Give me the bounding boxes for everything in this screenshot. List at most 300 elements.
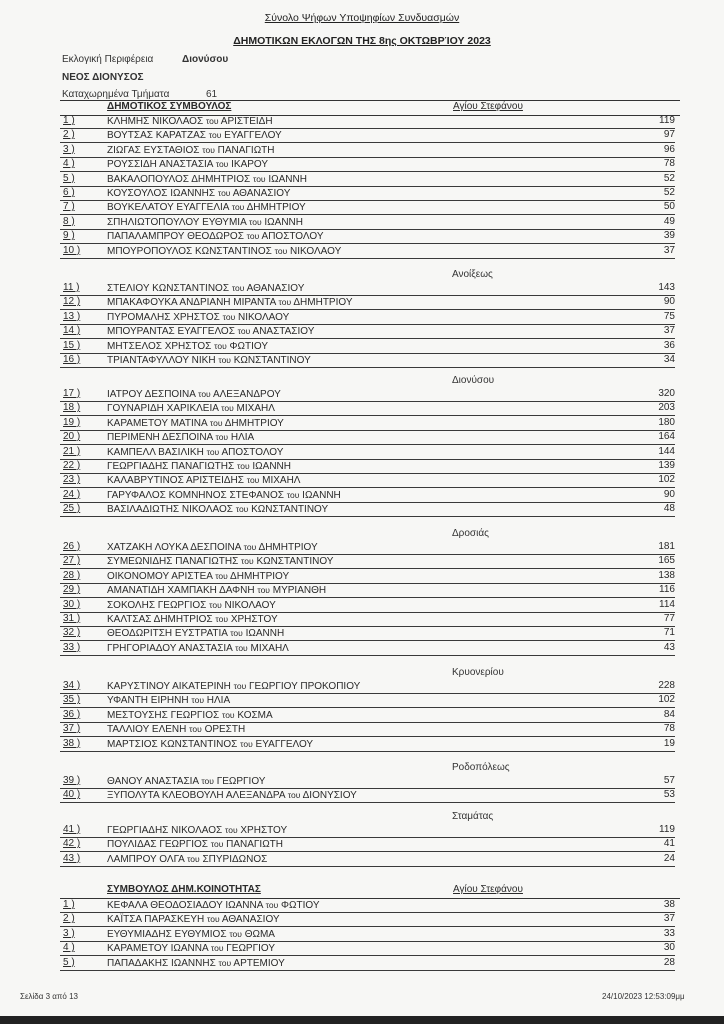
candidate-name bbox=[107, 852, 267, 867]
vote-count: 143 bbox=[658, 282, 675, 293]
row-number: 4 ) bbox=[63, 158, 75, 170]
connector-word: του bbox=[187, 853, 200, 864]
father-name: ΙΩΑΝΝΗ bbox=[264, 216, 303, 228]
candidate-surname: ΜΕΣΤΟΥΣΗΣ ΓΕΩΡΓΙΟΣ bbox=[107, 709, 220, 721]
print-datetime: 24/10/2023 12:53:09μμ bbox=[602, 992, 685, 1001]
candidate-surname: ΠΟΥΛΙΔΑΣ ΓΕΩΡΓΙΟΣ bbox=[107, 839, 208, 851]
vote-count: 180 bbox=[658, 416, 675, 428]
connector-word: του bbox=[207, 914, 220, 925]
candidate-surname: ΜΗΤΣΕΛΟΣ ΧΡΗΣΤΟΣ bbox=[107, 340, 212, 352]
table-row bbox=[60, 774, 675, 789]
vote-count: 116 bbox=[659, 584, 675, 596]
table-row bbox=[60, 200, 675, 215]
table-row bbox=[60, 488, 675, 503]
candidate-surname: ΚΑΜΠΕΛΛ ΒΑΣΙΛΙΚΗ bbox=[107, 446, 204, 458]
candidate-name bbox=[107, 473, 300, 488]
connector-word: του bbox=[210, 839, 224, 850]
vote-count: 34 bbox=[663, 354, 675, 365]
row-number: 41 ) bbox=[63, 824, 81, 835]
candidate-surname: ΤΡΙΑΝΤΑΦΥΛΛΟΥ ΝΙΚΗ bbox=[107, 355, 216, 366]
father-name: ΙΩΑΝΝΗ bbox=[268, 173, 307, 185]
row-number: 39 ) bbox=[63, 775, 81, 786]
row-number: 17 ) bbox=[63, 388, 81, 399]
candidate-name bbox=[107, 693, 230, 708]
table-row bbox=[60, 898, 675, 913]
vote-count: 97 bbox=[663, 129, 675, 141]
table-row bbox=[60, 339, 675, 354]
candidate-name bbox=[107, 401, 275, 416]
candidate-name bbox=[107, 941, 275, 956]
row-number: 12 ) bbox=[63, 296, 81, 308]
vote-count: 114 bbox=[659, 598, 675, 610]
row-number: 38 ) bbox=[63, 737, 81, 749]
area-name: Σταμάτας bbox=[452, 811, 494, 822]
connector-word: του bbox=[205, 116, 219, 126]
table-row bbox=[60, 502, 675, 517]
vote-count: 144 bbox=[658, 445, 675, 457]
father-name: ΚΩΝΣΤΑΝΤΙΝΟΥ bbox=[251, 504, 329, 516]
row-number: 15 ) bbox=[63, 339, 81, 351]
candidate-surname: ΒΑΚΑΛΟΠΟΥΛΟΣ ΔΗΜΗΤΡΙΟΣ bbox=[107, 173, 251, 185]
candidate-surname: ΣΥΜΕΩΝΙΔΗΣ ΠΑΝΑΓΙΩΤΗΣ bbox=[107, 556, 239, 568]
candidate-name bbox=[107, 229, 324, 244]
area-name: Αγίου Στεφάνου bbox=[453, 884, 523, 895]
row-number: 34 ) bbox=[63, 680, 81, 691]
candidate-surname: ΑΜΑΝΑΤΙΔΗ ΧΑΜΠΑΚΗ ΔΑΦΝΗ bbox=[107, 585, 255, 597]
vote-count: 102 bbox=[658, 694, 675, 706]
table-row bbox=[60, 788, 675, 803]
candidate-name bbox=[107, 641, 289, 656]
candidate-surname: ΞΥΠΟΛΥΤΑ ΚΛΕΟΒΟΥΛΗ ΑΛΕΞΑΝΔΡΑ bbox=[107, 790, 285, 802]
candidate-surname: ΣΟΚΟΛΗΣ ΓΕΩΡΓΙΟΣ bbox=[107, 599, 207, 611]
candidate-name bbox=[107, 583, 326, 598]
father-name: ΓΕΩΡΓΙΟΥ bbox=[226, 943, 276, 955]
candidate-surname: ΜΑΡΤΣΙΟΣ ΚΩΝΣΤΑΝΤΙΝΟΣ bbox=[107, 738, 238, 750]
area-name: Ανοίξεως bbox=[452, 269, 493, 280]
connector-word: του bbox=[274, 245, 288, 256]
father-name: ΚΟΣΜΑ bbox=[237, 709, 273, 721]
table-row bbox=[60, 956, 675, 971]
father-name: ΑΘΑΝΑΣΙΟΥ bbox=[221, 914, 280, 926]
candidate-name bbox=[107, 774, 265, 789]
row-number: 36 ) bbox=[63, 708, 81, 720]
candidate-name bbox=[107, 128, 282, 143]
candidate-surname: ΠΥΡΟΜΑΛΗΣ ΧΡΗΣΤΟΣ bbox=[107, 311, 220, 323]
candidate-name bbox=[107, 281, 304, 296]
row-number: 16 ) bbox=[63, 354, 81, 365]
sections-label: Καταχωρημένα Τμήματα bbox=[62, 89, 170, 100]
vote-count: 96 bbox=[663, 143, 675, 155]
father-name: ΜΙΧΑΗΛ bbox=[262, 475, 301, 487]
row-number: 2 ) bbox=[63, 913, 75, 925]
connector-word: του bbox=[191, 695, 204, 706]
connector-word: του bbox=[201, 776, 214, 786]
row-number: 9 ) bbox=[63, 230, 75, 242]
connector-word: του bbox=[222, 311, 236, 322]
table-row bbox=[60, 626, 675, 641]
table-row bbox=[60, 324, 675, 339]
candidate-name bbox=[107, 823, 287, 838]
table-row bbox=[60, 281, 675, 296]
row-number: 4 ) bbox=[63, 942, 75, 954]
table-row bbox=[60, 186, 675, 201]
table-row bbox=[60, 143, 675, 158]
area-name: Κρυονερίου bbox=[452, 667, 504, 678]
father-name: ΘΩΜΑ bbox=[244, 928, 275, 940]
candidate-name bbox=[107, 912, 280, 927]
father-name: ΗΛΙΑ bbox=[230, 432, 255, 444]
vote-count: 90 bbox=[663, 488, 675, 500]
table-row bbox=[60, 708, 675, 723]
vote-count: 37 bbox=[663, 325, 675, 337]
table-row bbox=[60, 612, 675, 627]
row-number: 33 ) bbox=[63, 641, 81, 653]
father-name: ΝΙΚΟΛΑΟΥ bbox=[290, 245, 342, 257]
connector-word: του bbox=[218, 355, 231, 365]
candidate-surname: ΚΑΡΑΜΕΤΟΥ ΙΩΑΝΝΑ bbox=[107, 943, 209, 955]
connector-word: του bbox=[241, 556, 254, 567]
father-name: ΙΚΑΡΟΥ bbox=[231, 159, 269, 171]
row-number: 40 ) bbox=[63, 789, 81, 801]
connector-word: του bbox=[231, 283, 245, 293]
row-number: 31 ) bbox=[63, 613, 81, 624]
connector-word: του bbox=[215, 614, 229, 624]
table-row bbox=[60, 416, 675, 431]
row-number: 29 ) bbox=[63, 584, 81, 596]
father-name: ΟΡΕΣΤΗ bbox=[204, 724, 246, 736]
area-name: Διονύσου bbox=[452, 375, 495, 386]
candidate-surname: ΘΕΟΔΩΡΙΤΣΗ ΕΥΣΤΡΑΤΙΑ bbox=[107, 628, 228, 640]
candidate-name bbox=[107, 788, 357, 803]
father-name: ΔΙΟΝΥΣΙΟΥ bbox=[302, 790, 357, 802]
candidate-surname: ΣΠΗΛΙΩΤΟΠΟΥΛΟΥ ΕΥΘΥΜΙΑ bbox=[107, 216, 247, 228]
section-heading: ΔΗΜΟΤΙΚΟΣ ΣΥΜΒΟΥΛΟΣ bbox=[107, 101, 232, 112]
vote-count: 37 bbox=[663, 913, 675, 925]
candidate-surname: ΓΡΗΓΟΡΙΑΔΟΥ ΑΝΑΣΤΑΣΙΑ bbox=[107, 642, 233, 654]
connector-word: του bbox=[257, 585, 270, 596]
vote-count: 84 bbox=[663, 708, 675, 720]
vote-count: 19 bbox=[663, 737, 675, 749]
candidate-name bbox=[107, 186, 290, 201]
father-name: ΝΙΚΟΛΑΟΥ bbox=[238, 311, 290, 323]
connector-word: του bbox=[215, 570, 228, 581]
candidate-surname: ΠΑΠΑΔΑΚΗΣ ΙΩΑΝΝΗΣ bbox=[107, 957, 216, 969]
father-name: ΙΩΑΝΝΗ bbox=[252, 461, 291, 472]
connector-word: του bbox=[218, 957, 232, 968]
father-name: ΜΙΧΑΗΛ bbox=[250, 642, 289, 654]
candidate-surname: ΓΑΡΥΦΑΛΟΣ ΚΟΜΝΗΝΟΣ ΣΤΕΦΑΝΟΣ bbox=[107, 489, 284, 501]
table-row bbox=[60, 459, 675, 474]
candidate-surname: ΓΕΩΡΓΙΑΔΗΣ ΝΙΚΟΛΑΟΣ bbox=[107, 825, 223, 836]
table-row bbox=[60, 353, 675, 368]
candidate-name bbox=[107, 554, 333, 569]
father-name: ΙΩΑΝΝΗ bbox=[245, 628, 285, 640]
candidate-surname: ΜΠΟΥΡΟΠΟΥΛΟΣ ΚΩΝΣΤΑΝΤΙΝΟΣ bbox=[107, 245, 272, 257]
document-subtitle: ΔΗΜΟΤΙΚΩΝ ΕΚΛΟΓΩΝ ΤΗΣ 8ης ΟΚΤΩΒΡΊΟΥ 2023 bbox=[233, 35, 491, 47]
section-heading: ΣΥΜΒΟΥΛΟΣ ΔΗΜ.ΚΟΙΝΟΤΗΤΑΣ bbox=[107, 884, 261, 895]
table-row bbox=[60, 172, 675, 187]
father-name: ΔΗΜΗΤΡΙΟΥ bbox=[293, 297, 353, 309]
table-row bbox=[60, 445, 675, 460]
table-row bbox=[60, 387, 675, 402]
connector-word: του bbox=[233, 681, 247, 691]
row-number: 13 ) bbox=[63, 310, 81, 322]
candidate-name bbox=[107, 339, 268, 354]
candidate-name bbox=[107, 445, 283, 460]
candidate-surname: ΠΕΡΙΜΕΝΗ ΔΕΣΠΟΙΝΑ bbox=[107, 432, 213, 444]
row-number: 5 ) bbox=[63, 956, 75, 968]
row-number: 3 ) bbox=[63, 927, 75, 939]
candidate-surname: ΥΦΑΝΤΗ ΕΙΡΗΝΗ bbox=[107, 695, 189, 707]
vote-count: 50 bbox=[663, 201, 675, 213]
row-number: 18 ) bbox=[63, 402, 81, 414]
vote-count: 37 bbox=[663, 244, 675, 256]
father-name: ΔΗΜΗΤΡΙΟΥ bbox=[258, 542, 318, 553]
father-name: ΜΙΧΑΗΛ bbox=[236, 403, 275, 415]
candidate-name bbox=[107, 612, 278, 627]
page-number: Σελίδα 3 από 13 bbox=[20, 992, 78, 1001]
row-number: 42 ) bbox=[63, 838, 81, 850]
candidate-name bbox=[107, 295, 353, 310]
father-name: ΓΕΩΡΓΙΟΥ bbox=[216, 776, 266, 787]
candidate-name bbox=[107, 200, 306, 215]
row-number: 1 ) bbox=[63, 899, 75, 910]
father-name: ΚΩΝΣΤΑΝΤΙΝΟΥ bbox=[233, 355, 311, 366]
father-name: ΜΥΡΙΑΝΘΗ bbox=[272, 585, 327, 597]
vote-count: 119 bbox=[659, 115, 675, 126]
candidate-surname: ΚΑΛΑΒΡΥΤΙΝΟΣ ΑΡΙΣΤΕΙΔΗΣ bbox=[107, 475, 244, 487]
connector-word: του bbox=[237, 326, 251, 337]
connector-word: του bbox=[206, 446, 220, 457]
row-number: 25 ) bbox=[63, 503, 81, 515]
vote-count: 52 bbox=[663, 172, 675, 184]
connector-word: του bbox=[221, 709, 235, 720]
candidate-name bbox=[107, 215, 303, 230]
connector-word: του bbox=[209, 599, 222, 610]
father-name: ΑΠΟΣΤΟΛΟΥ bbox=[261, 231, 324, 243]
vote-count: 53 bbox=[663, 789, 675, 801]
candidate-name bbox=[107, 353, 311, 368]
scan-edge bbox=[0, 1016, 724, 1024]
candidate-name bbox=[107, 387, 281, 402]
vote-count: 181 bbox=[658, 541, 675, 552]
row-number: 2 ) bbox=[63, 129, 75, 141]
father-name: ΓΕΩΡΓΙΟΥ ΠΡΟΚΟΠΙΟΥ bbox=[249, 681, 361, 692]
document-title: Σύνολο Ψήφων Υποψηφίων Συνδυασμών bbox=[264, 12, 460, 24]
connector-word: του bbox=[236, 461, 250, 471]
candidate-surname: ΕΥΘΥΜΙΑΔΗΣ ΕΥΘΥΜΙΟΣ bbox=[107, 928, 227, 940]
connector-word: του bbox=[235, 642, 248, 653]
vote-count: 165 bbox=[658, 555, 675, 567]
vote-count: 78 bbox=[663, 158, 675, 170]
candidate-name bbox=[107, 244, 341, 259]
vote-count: 90 bbox=[663, 296, 675, 308]
section-header-community bbox=[60, 884, 680, 899]
father-name: ΦΩΤΙΟΥ bbox=[229, 340, 269, 352]
candidate-surname: ΚΛΗΜΗΣ ΝΙΚΟΛΑΟΣ bbox=[107, 116, 204, 127]
candidate-name bbox=[107, 324, 314, 339]
connector-word: του bbox=[246, 231, 260, 242]
row-number: 19 ) bbox=[63, 416, 81, 428]
vote-count: 43 bbox=[663, 641, 675, 653]
connector-word: του bbox=[215, 432, 229, 443]
vote-count: 320 bbox=[658, 388, 675, 399]
candidate-name bbox=[107, 502, 328, 517]
candidate-name bbox=[107, 956, 285, 971]
candidate-surname: ΚΑΡΥΣΤΙΝΟΥ ΑΙΚΑΤΕΡΙΝΗ bbox=[107, 681, 231, 692]
father-name: ΧΡΗΣΤΟΥ bbox=[230, 614, 278, 625]
table-row bbox=[60, 244, 675, 259]
connector-word: του bbox=[208, 130, 222, 141]
connector-word: του bbox=[286, 489, 300, 500]
father-name: ΕΥΑΓΓΕΛΟΥ bbox=[224, 130, 282, 142]
connector-word: του bbox=[243, 542, 257, 552]
father-name: ΕΥΑΓΓΕΛΟΥ bbox=[255, 738, 314, 750]
candidate-name bbox=[107, 310, 289, 325]
table-row bbox=[60, 401, 675, 416]
table-row bbox=[60, 722, 675, 737]
connector-word: του bbox=[231, 202, 245, 213]
row-number: 1 ) bbox=[63, 115, 75, 126]
candidate-surname: ΖΙΩΓΑΣ ΕΥΣΤΑΘΙΟΣ bbox=[107, 144, 200, 156]
candidate-name bbox=[107, 540, 318, 555]
row-number: 20 ) bbox=[63, 431, 81, 443]
table-row bbox=[60, 912, 675, 927]
connector-word: του bbox=[215, 159, 229, 170]
table-row bbox=[60, 229, 675, 244]
municipality-name: ΝΕΟΣ ΔΙΟΝΥΣΟΣ bbox=[62, 72, 144, 83]
vote-count: 33 bbox=[663, 927, 675, 939]
vote-count: 228 bbox=[658, 680, 675, 691]
vote-count: 203 bbox=[658, 402, 675, 414]
vote-count: 30 bbox=[663, 942, 675, 954]
area-name: Αγίου Στεφάνου bbox=[453, 101, 523, 112]
connector-word: του bbox=[278, 297, 292, 308]
table-row bbox=[60, 310, 675, 325]
candidate-name bbox=[107, 722, 245, 737]
table-row bbox=[60, 157, 675, 172]
candidate-surname: ΚΟΥΣΟΥΛΟΣ ΙΩΑΝΝΗΣ bbox=[107, 188, 216, 199]
father-name: ΦΩΤΙΟΥ bbox=[281, 900, 320, 911]
vote-count: 78 bbox=[663, 723, 675, 735]
table-row bbox=[60, 473, 675, 488]
candidate-surname: ΙΑΤΡΟΥ ΔΕΣΠΟΙΝΑ bbox=[107, 389, 196, 400]
row-number: 22 ) bbox=[63, 460, 81, 471]
district-label: Εκλογική Περιφέρεια bbox=[62, 54, 154, 65]
candidate-name bbox=[107, 114, 273, 129]
candidate-surname: ΘΑΝΟΥ ΑΝΑΣΤΑΣΙΑ bbox=[107, 776, 199, 787]
father-name: ΣΠΥΡΙΔΩΝΟΣ bbox=[202, 853, 268, 865]
connector-word: του bbox=[217, 188, 231, 198]
row-number: 32 ) bbox=[63, 627, 81, 639]
table-row bbox=[60, 540, 675, 555]
connector-word: του bbox=[252, 173, 266, 184]
row-number: 3 ) bbox=[63, 143, 75, 155]
table-row bbox=[60, 679, 675, 694]
table-row bbox=[60, 693, 675, 708]
candidate-surname: ΡΟΥΣΣΙΔΗ ΑΝΑΣΤΑΣΙΑ bbox=[107, 159, 213, 171]
candidate-surname: ΓΕΩΡΓΙΑΔΗΣ ΠΑΝΑΓΙΩΤΗΣ bbox=[107, 461, 235, 472]
vote-count: 119 bbox=[659, 824, 675, 835]
father-name: ΑΝΑΣΤΑΣΙΟΥ bbox=[252, 326, 315, 338]
row-number: 5 ) bbox=[63, 172, 75, 184]
father-name: ΠΑΝΑΓΙΩΤΗ bbox=[226, 839, 284, 851]
table-row bbox=[60, 927, 675, 942]
candidate-name bbox=[107, 927, 275, 942]
vote-count: 48 bbox=[663, 503, 675, 515]
father-name: ΑΘΑΝΑΣΙΟΥ bbox=[246, 283, 305, 294]
candidate-name bbox=[107, 737, 313, 752]
candidate-name bbox=[107, 598, 276, 613]
vote-count: 57 bbox=[663, 775, 675, 786]
connector-word: του bbox=[209, 417, 223, 428]
candidate-name bbox=[107, 143, 275, 158]
candidate-surname: ΤΑΛΛΙΟΥ ΕΛΕΝΗ bbox=[107, 724, 187, 736]
connector-word: του bbox=[230, 628, 243, 639]
candidate-surname: ΒΟΥΤΣΑΣ ΚΑΡΑΤΖΑΣ bbox=[107, 130, 206, 142]
connector-word: του bbox=[246, 475, 260, 486]
candidate-name bbox=[107, 708, 273, 723]
vote-count: 41 bbox=[663, 838, 675, 850]
row-number: 14 ) bbox=[63, 325, 81, 337]
vote-count: 28 bbox=[663, 956, 675, 968]
candidate-name bbox=[107, 488, 341, 503]
connector-word: του bbox=[224, 825, 238, 835]
table-row bbox=[60, 852, 675, 867]
row-number: 35 ) bbox=[63, 694, 81, 706]
father-name: ΙΩΑΝΝΗ bbox=[302, 489, 341, 501]
connector-word: του bbox=[221, 403, 234, 414]
area-name: Δροσιάς bbox=[452, 528, 489, 539]
candidate-surname: ΧΑΤΖΑΚΗ ΛΟΥΚΑ ΔΕΣΠΟΙΝΑ bbox=[107, 542, 241, 553]
row-number: 37 ) bbox=[63, 723, 81, 735]
table-row bbox=[60, 114, 675, 129]
candidate-surname: ΚΑΪΤΣΑ ΠΑΡΑΣΚΕΥΗ bbox=[107, 914, 205, 926]
row-number: 7 ) bbox=[63, 201, 75, 213]
vote-count: 77 bbox=[663, 613, 675, 624]
area-name: Ροδοπόλεως bbox=[452, 762, 510, 773]
father-name: ΔΗΜΗΤΡΙΟΥ bbox=[224, 417, 284, 429]
connector-word: του bbox=[210, 943, 224, 954]
vote-count: 24 bbox=[663, 852, 675, 864]
candidate-surname: ΛΑΜΠΡΟΥ ΟΛΓΑ bbox=[107, 853, 185, 865]
vote-count: 71 bbox=[663, 627, 675, 639]
vote-count: 75 bbox=[663, 310, 675, 322]
connector-word: του bbox=[240, 738, 253, 749]
candidate-name bbox=[107, 626, 284, 641]
row-number: 43 ) bbox=[63, 852, 81, 864]
row-number: 6 ) bbox=[63, 187, 75, 198]
row-number: 26 ) bbox=[63, 541, 81, 552]
candidate-surname: ΜΠΟΥΡΑΝΤΑΣ ΕΥΑΓΓΕΛΟΣ bbox=[107, 326, 235, 338]
sections-value: 61 bbox=[206, 89, 218, 100]
candidate-surname: ΒΟΥΚΕΛΑΤΟΥ ΕΥΑΓΓΕΛΙΑ bbox=[107, 202, 229, 214]
row-number: 28 ) bbox=[63, 569, 81, 581]
connector-word: του bbox=[229, 928, 242, 939]
vote-count: 49 bbox=[663, 215, 675, 227]
table-row bbox=[60, 295, 675, 310]
father-name: ΚΩΝΣΤΑΝΤΙΝΟΥ bbox=[256, 556, 334, 568]
table-row bbox=[60, 430, 675, 445]
connector-word: του bbox=[214, 340, 227, 351]
candidate-surname: ΣΤΕΛΙΟΥ ΚΩΝΣΤΑΝΤΙΝΟΣ bbox=[107, 283, 230, 294]
vote-count: 102 bbox=[658, 474, 675, 486]
father-name: ΑΛΕΞΑΝΔΡΟΥ bbox=[212, 389, 281, 400]
table-row bbox=[60, 737, 675, 752]
candidate-surname: ΓΟΥΝΑΡΙΔΗ ΧΑΡΙΚΛΕΙΑ bbox=[107, 403, 219, 415]
vote-count: 38 bbox=[663, 899, 675, 910]
candidate-name bbox=[107, 172, 307, 187]
